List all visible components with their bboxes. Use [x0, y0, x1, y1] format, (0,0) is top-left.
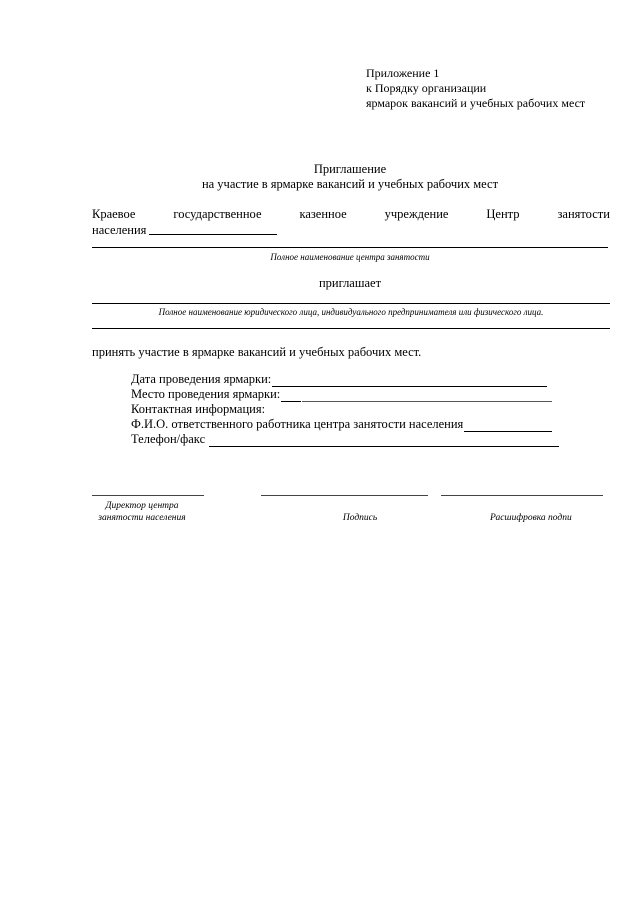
contact-label: Контактная информация:: [131, 402, 266, 416]
appendix-line-3: ярмарок вакансий и учебных рабочих мест: [366, 96, 586, 110]
place-fill-line-short[interactable]: [281, 389, 301, 402]
place-field-row: [131, 387, 552, 402]
transcript-line: [441, 495, 603, 496]
director-label-line-1: Директор центра: [105, 501, 179, 511]
director-sign-line: [92, 495, 204, 496]
responsible-fill-line[interactable]: [464, 419, 552, 432]
phone-field-row: [131, 432, 559, 447]
responsible-label: Ф.И.О. ответственного работника центра занятости населения: [131, 417, 464, 431]
date-label: Дата проведения ярмарки:: [131, 372, 272, 386]
document-title: Приглашение: [313, 162, 387, 176]
org-word-5: Центр: [486, 207, 520, 221]
appendix-line-2: к Порядку организации: [366, 81, 487, 95]
organization-fill-line: [149, 234, 277, 235]
appendix-line-1: Приложение 1: [366, 66, 440, 80]
phone-fill-line[interactable]: [209, 434, 559, 447]
org-word-6: занятости: [557, 207, 610, 221]
org-word-1: Краевое: [92, 207, 136, 221]
invitee-underline: [92, 303, 610, 304]
signature-label: Подпись: [342, 513, 378, 523]
participation-text: принять участие в ярмарке вакансий и учебных рабочих мест.: [92, 345, 422, 359]
document-subtitle: на участие в ярмарке вакансий и учебных рабочих мест: [201, 177, 499, 191]
date-fill-line[interactable]: [272, 374, 547, 387]
responsible-field-row: [131, 417, 552, 432]
org-word-4: учреждение: [384, 207, 449, 221]
place-label: Место проведения ярмарки:: [131, 387, 281, 401]
phone-label: Телефон/факс: [131, 432, 206, 446]
organization-line-2: населения: [92, 223, 147, 237]
organization-caption: Полное наименование центра занятости: [270, 252, 430, 262]
place-fill-line[interactable]: [302, 389, 552, 402]
org-word-2: государственное: [173, 207, 262, 221]
transcript-label: Расшифровка подпи: [490, 513, 572, 523]
organization-name-line: [92, 207, 610, 222]
organization-underline: [92, 247, 608, 248]
director-label: [72, 500, 212, 524]
invitee-caption: Полное наименование юридического лица, индивидуального предпринимателя или физического лица.: [158, 307, 544, 317]
invitee-second-line: [92, 328, 610, 329]
date-field-row: [131, 372, 547, 387]
signature-line: [261, 495, 428, 496]
director-label-line-2: занятости населения: [98, 513, 186, 523]
appendix-header: [366, 66, 585, 111]
invites-word: приглашает: [318, 276, 382, 290]
contact-field-row: [131, 402, 265, 417]
org-word-3: казенное: [299, 207, 347, 221]
